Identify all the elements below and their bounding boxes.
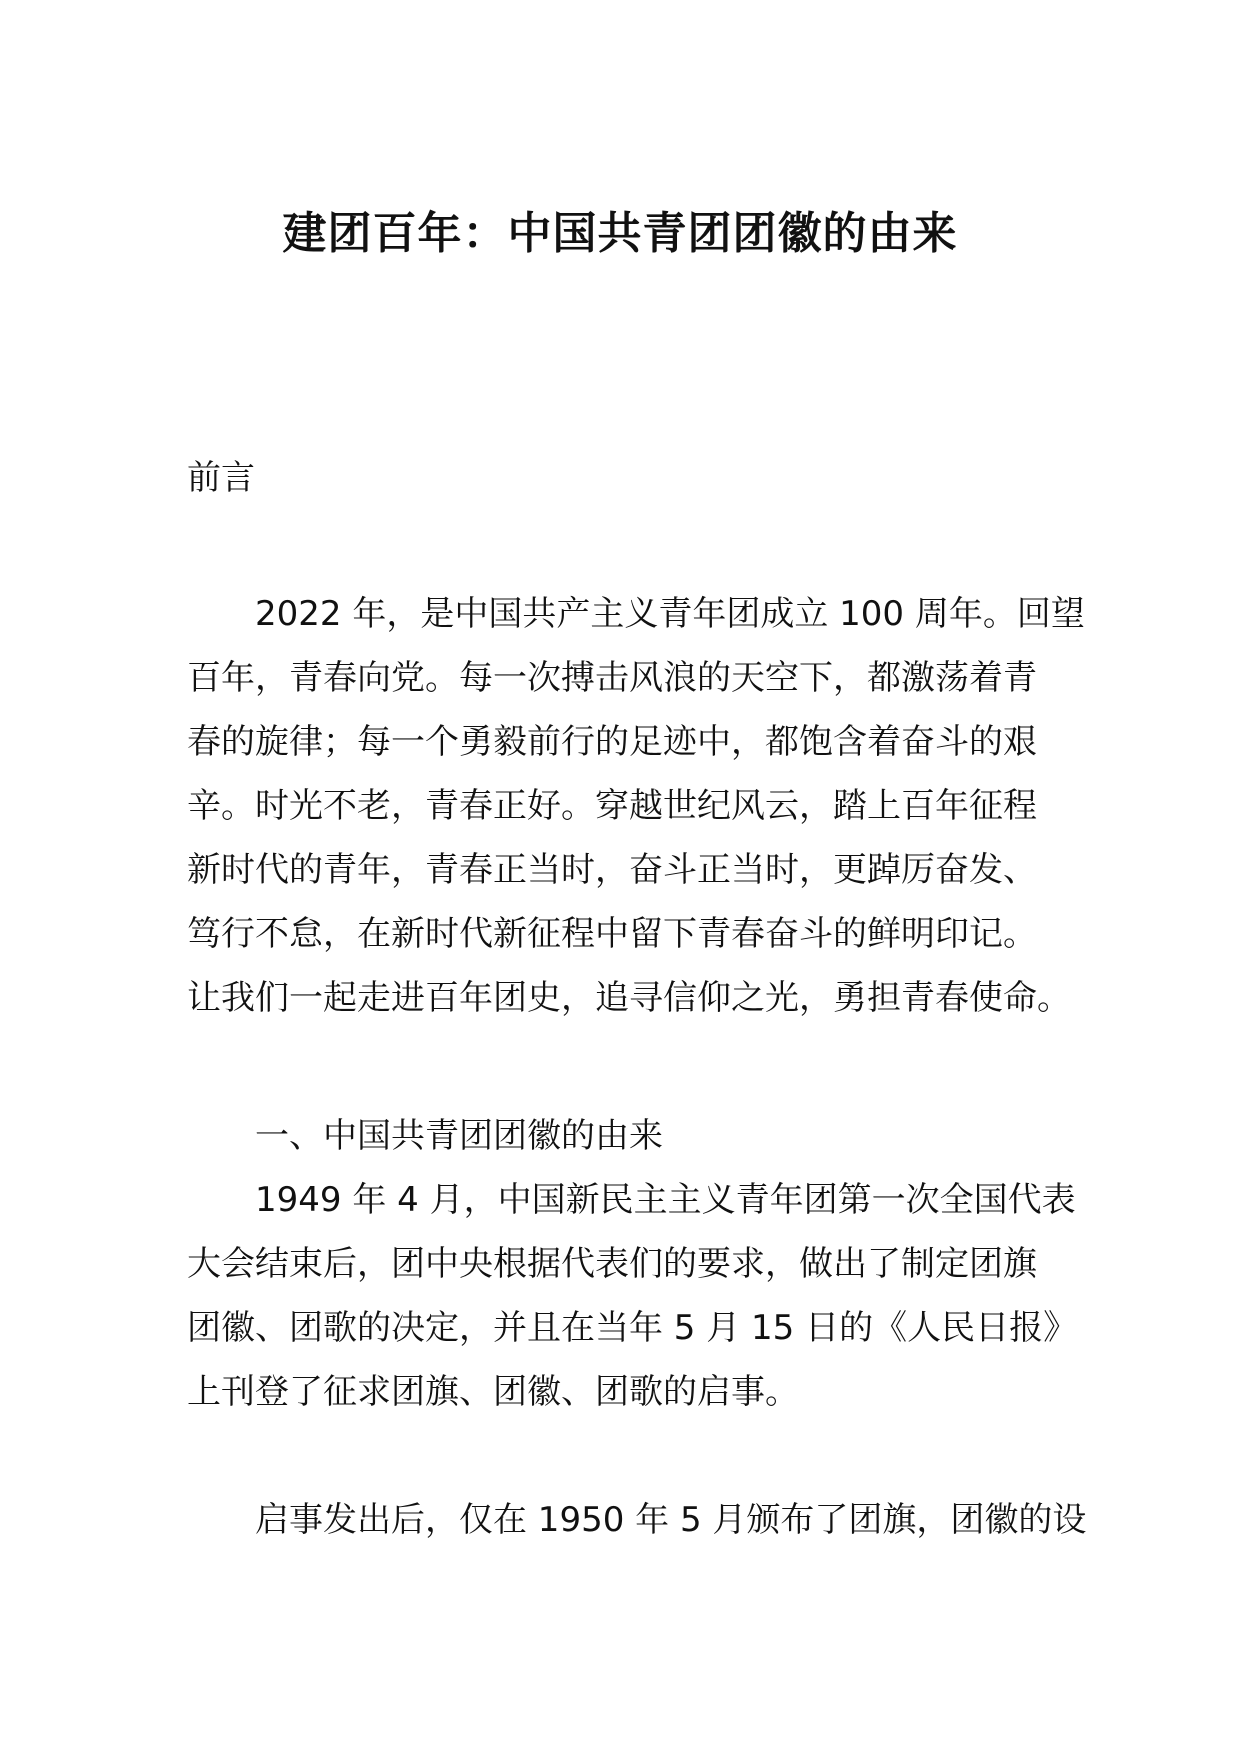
preface-line: 笃行不怠，在新时代新征程中留下青春奋斗的鲜明印记。 xyxy=(187,914,1037,954)
section-heading xyxy=(187,1104,1057,1168)
section-line: 上刊登了征求团旗、团徽、团歌的启事。 xyxy=(187,1372,799,1412)
preface-line: 辛。时光不老，青春正好。穿越世纪风云，踏上百年征程 xyxy=(187,786,1037,826)
section-line: 团徽、团歌的决定，并且在当年 5 月 15 日的《人民日报》 xyxy=(187,1308,1078,1348)
preface-paragraph xyxy=(187,582,1085,1030)
preface-line: 让我们一起走进百年团史，追寻信仰之光，勇担青春使命。 xyxy=(187,978,1071,1018)
section-line: 启事发出后，仅在 1950 年 5 月颁布了团旗，团徽的设 xyxy=(255,1500,1087,1540)
document-title: 建团百年：中国共青团团徽的由来 xyxy=(282,208,958,259)
preface-line: 春的旋律；每一个勇毅前行的足迹中，都饱含着奋斗的艰 xyxy=(187,722,1037,762)
section-paragraph-2 xyxy=(187,1488,1087,1552)
section-line: 大会结束后，团中央根据代表们的要求，做出了制定团旗 xyxy=(187,1244,1037,1284)
section-paragraph xyxy=(187,1168,1078,1424)
preface-line: 百年，青春向党。每一次搏击风浪的天空下，都激荡着青 xyxy=(187,658,1037,698)
preface-line: 新时代的青年，青春正当时，奋斗正当时，更踔厉奋发、 xyxy=(187,850,1037,890)
section-heading-text: 一、中国共青团团徽的由来 xyxy=(255,1116,663,1156)
preface-label: 前言 xyxy=(187,458,255,498)
section-line: 1949 年 4 月，中国新民主主义青年团第一次全国代表 xyxy=(255,1180,1076,1220)
preface-line: 2022 年，是中国共产主义青年团成立 100 周年。回望 xyxy=(255,594,1085,634)
